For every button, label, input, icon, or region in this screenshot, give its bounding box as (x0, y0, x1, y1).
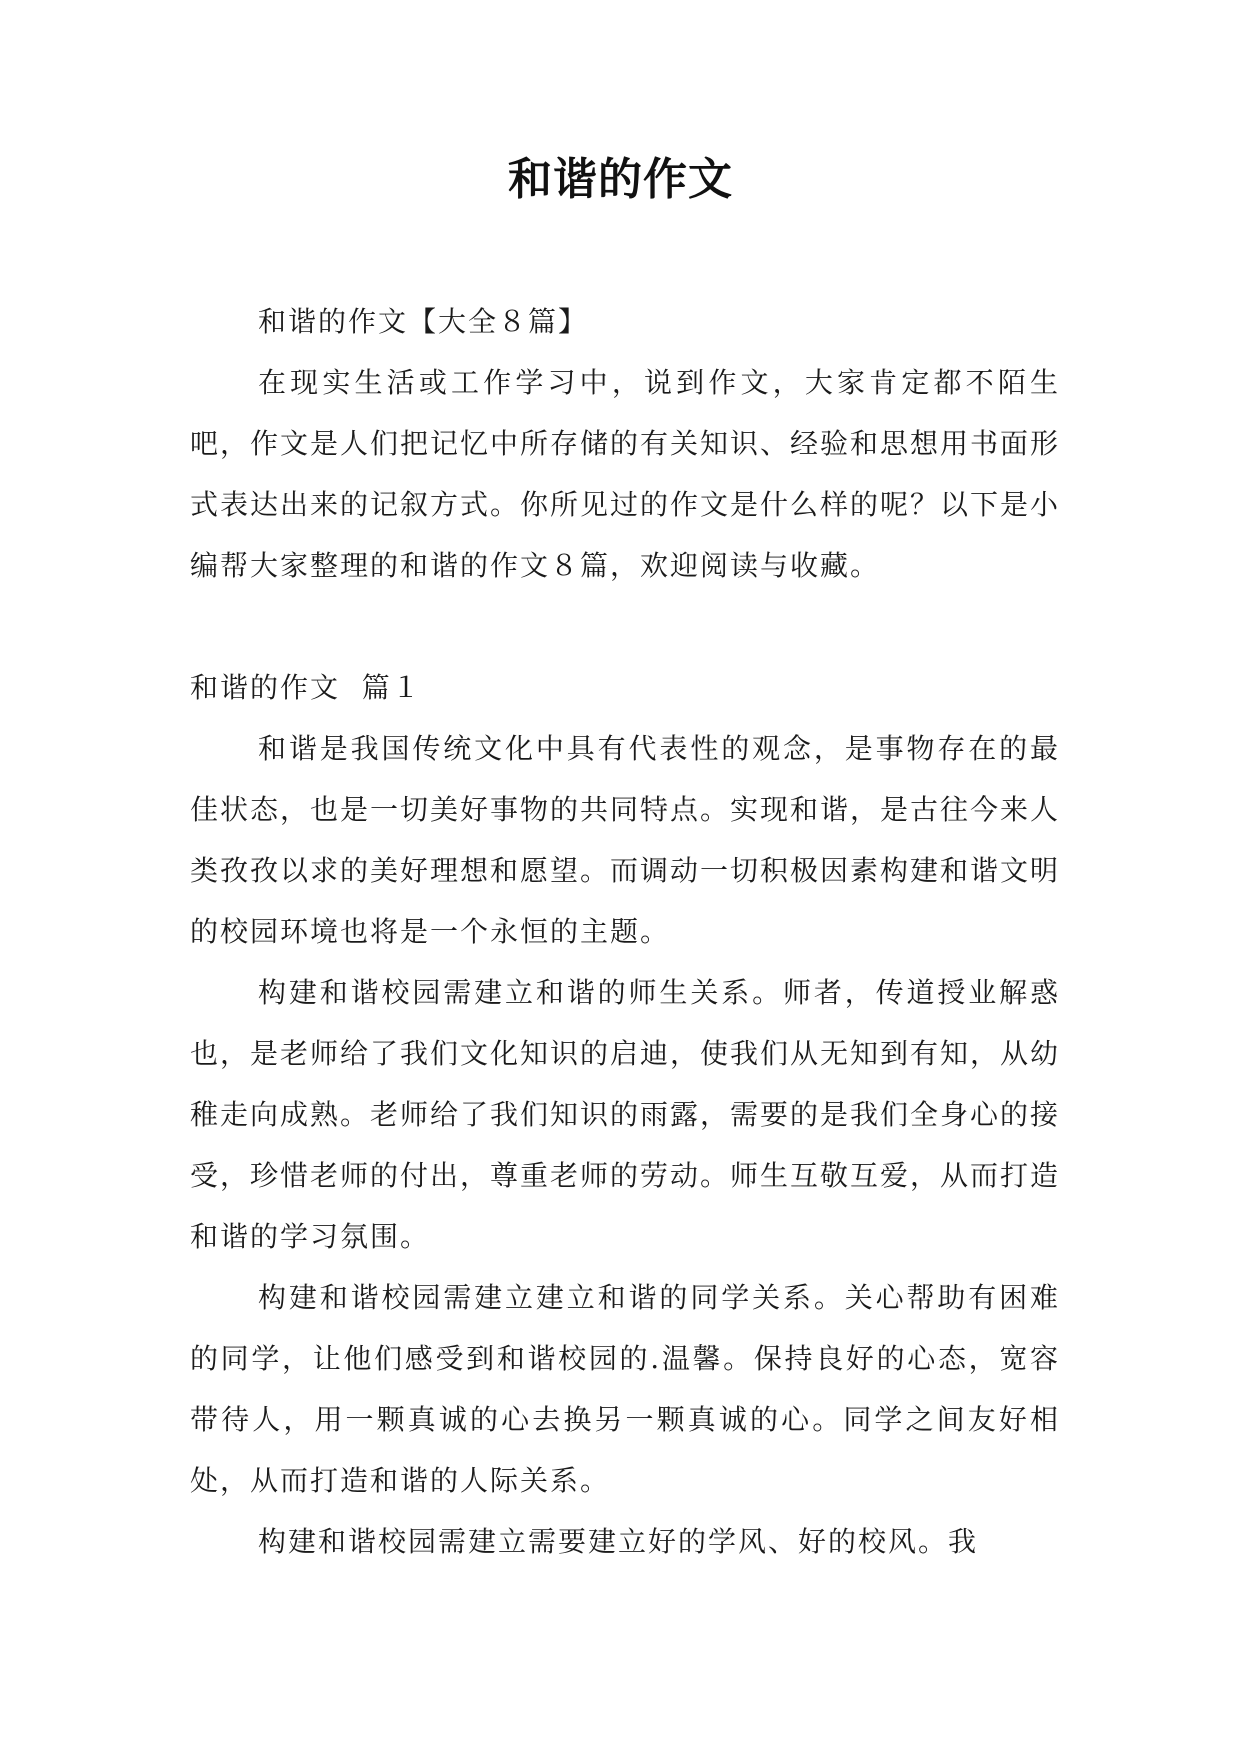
intro-paragraph: 在现实生活或工作学习中，说到作文，大家肯定都不陌生吧，作文是人们把记忆中所存储的有关知识、经验和思想用书面形式表达出来的记叙方式。你所见过的作文是什么样的呢？以下是小编帮大家整理的和谐的作文８篇，欢迎阅读与收藏。 (190, 366, 1061, 582)
document-subtitle: 和谐的作文【大全８篇】 (258, 305, 589, 338)
body-paragraph-3: 构建和谐校园需建立建立和谐的同学关系。关心帮助有困难的同学，让他们感受到和谐校园的.温馨。保持良好的心态，宽容带待人，用一颗真诚的心去换另一颗真诚的心。同学之间友好相处，从而打造和谐的人际关系。 (190, 1281, 1060, 1497)
body-paragraph-4: 构建和谐校园需建立需要建立好的学风、好的校风。我 (258, 1525, 979, 1558)
document-body (190, 291, 1060, 1572)
section-heading: 和谐的作文 篇１ (190, 671, 422, 704)
body-paragraph-1: 和谐是我国传统文化中具有代表性的观念，是事物存在的最佳状态，也是一切美好事物的共同特点。实现和谐，是古往今来人类孜孜以求的美好理想和愿望。而调动一切积极因素构建和谐文明的校园环境也将是一个永恒的主题。 (190, 732, 1061, 948)
document-title: 和谐的作文 (508, 154, 733, 205)
body-paragraph-2: 构建和谐校园需建立和谐的师生关系。师者，传道授业解惑也，是老师给了我们文化知识的启迪，使我们从无知到有知，从幼稚走向成熟。老师给了我们知识的雨露，需要的是我们全身心的接受，珍惜老师的付出，尊重老师的劳动。师生互敬互爱，从而打造和谐的学习氛围。 (190, 976, 1061, 1253)
section-spacer (190, 596, 1060, 657)
